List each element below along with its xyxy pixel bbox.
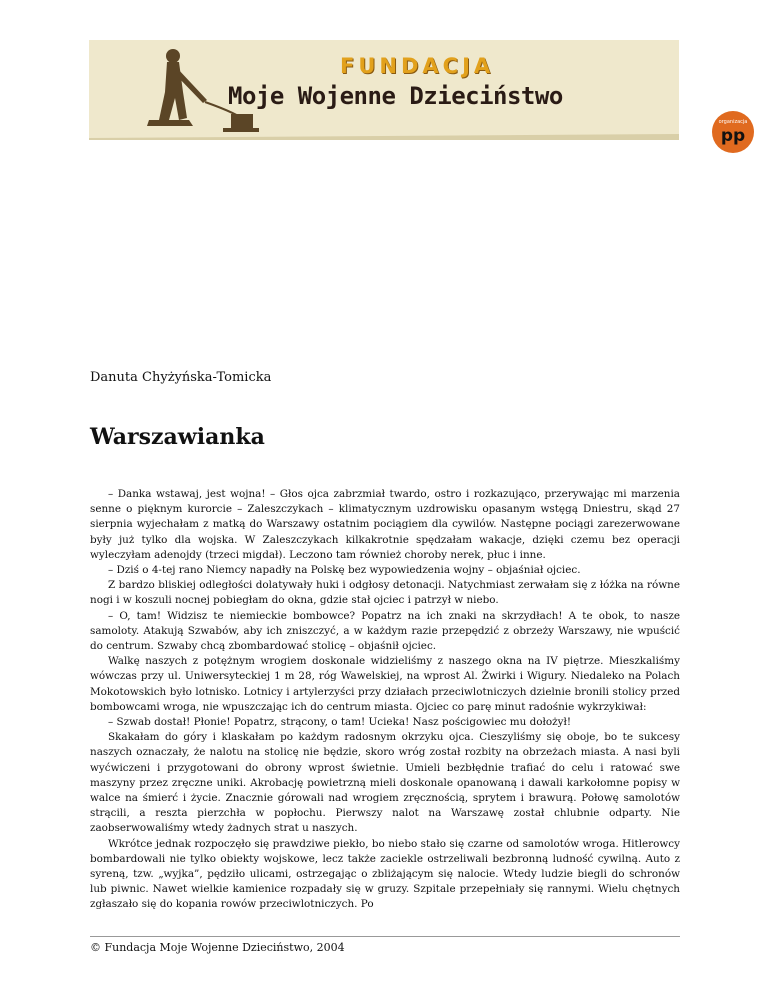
author-name: Danuta Chyżyńska-Tomicka (90, 370, 272, 385)
paragraph: Z bardzo bliskiej odległości dolatywały huki i odgłosy detonacji. Natychmiast zerwałam się z łóżka na równe nogi i w koszuli nocnej pobiegłam do okna, gdzie stał ojciec i patrzył w niebo. (90, 579, 680, 607)
document-body (90, 487, 680, 913)
paragraph: – Dziś o 4-tej rano Niemcy napadły na Polskę bez wypowiedzenia wojny – objaśniał ojciec. (108, 564, 581, 577)
paragraph: Walkę naszych z potężnym wrogiem doskonale widzieliśmy z naszego okna na IV piętrze. Mieszkaliśmy wówczas przy ul. Uniwersyteckiej 1 m 28, róg Wawelskiej, na wprost Al. Żwirki i Wigury. Niedaleko na Polach Mokotowskich było lotnisko. Lotnicy i artylerzyści przy działach przeciwlotniczych dzielnie bronili stolicy przed bombowcami wroga, nie wpuszczając ich do centrum miasta. Ojciec co parę minut radośnie wykrzykiwał: (90, 655, 680, 713)
org-label: FUNDACJA (340, 54, 495, 78)
paragraph: – Szwab dostał! Płonie! Popatrz, strącony, o tam! Ucieka! Nasz pościgowiec mu dołożył! (108, 716, 571, 729)
paragraph: Wkrótce jednak rozpoczęło się prawdziwe piekło, bo niebo stało się czarne od samolotów wroga. Hitlerowcy bombardowali nie tylko obiekty wojskowe, lecz także zaciekle ostrzeliwali bezbronną ludność cywilną. Auto z syreną, tzw. „wyjka”, pędziło ulicami, ostrzegając o zbliżającym się nalocie. Wtedy ludzie biegli do schronów lub piwnic. Nawet wielkie kamienice rozpadały się w gruzy. Szpitale przepełniały się rannymi. Wielu chętnych zgłaszało się do kopania rowów przeciwlotniczych. Po (90, 837, 680, 911)
paragraph: Skakałam do góry i klaskałam po każdym radosnym okrzyku ojca. Cieszyliśmy się oboje, bo te sukcesy naszych oznaczały, że nalotu na stolicę nie będzie, skoro wróg został rozbity na obrzeżach miasta. A nasi byli wyćwiczeni i przygotowani do obrony wprost świetnie. Umieli bezbłędnie trafiać do celu i ratować swe maszyny przez zręczne uniki. Akrobację powietrzną mieli doskonale opanowaną i dawali karkołomne popisy w walce na śmierć i życie. Znacznie górowali nad wrogiem zręcznością, sprytem i brawurą. Połowę samolotów strącili, a reszta pierzchła w popłochu. Pierwszy nalot na Warszawę został chlubnie odparty. Nie zaobserwowaliśmy wtedy żadnych strat u naszych. (90, 731, 680, 835)
paragraph: – Danka wstawaj, jest wojna! – Głos ojca zabrzmiał twardo, ostro i rozkazująco, przerywając mi marzenia senne o pięknym kurorcie – Zaleszczykach – klimatycznym uzdrowisku opasanym wstęgą Dniestru, skąd 27 sierpnia wyjechałam z matką do Warszawy ostatnim pociągiem dla cywilów. Następne pociągi zarezerwowane były już tylko dla wojska. W Zaleszczykach kilkakrotnie spędzałam wakacje, dzięki czemu bez operacji wyleczyłam adenojdy (trzeci migdał). Leczono tam również choroby nerek, płuc i inne. (90, 488, 680, 561)
badge-mark: pp (720, 126, 746, 146)
badge-top-text: organizacja (718, 119, 748, 125)
org-name: Moje Wojenne Dzieciństwo (228, 82, 563, 110)
organization-badge (711, 110, 755, 154)
paragraph: – O, tam! Widzisz te niemieckie bombowce? Popatrz na ich znaki na skrzydłach! A te obok, to nasze samoloty. Atakują Szwabów, aby ich zniszczyć, a w każdym razie przepędzić z obrzeży Warszawy, nie wpuścić do centrum. Szwaby chcą zbombardować stolicę – objaśnił ojciec. (90, 609, 680, 653)
document-title: Warszawianka (90, 424, 265, 450)
footer-divider (90, 936, 680, 937)
footer-copyright: © Fundacja Moje Wojenne Dzieciństwo, 2004 (90, 941, 345, 954)
